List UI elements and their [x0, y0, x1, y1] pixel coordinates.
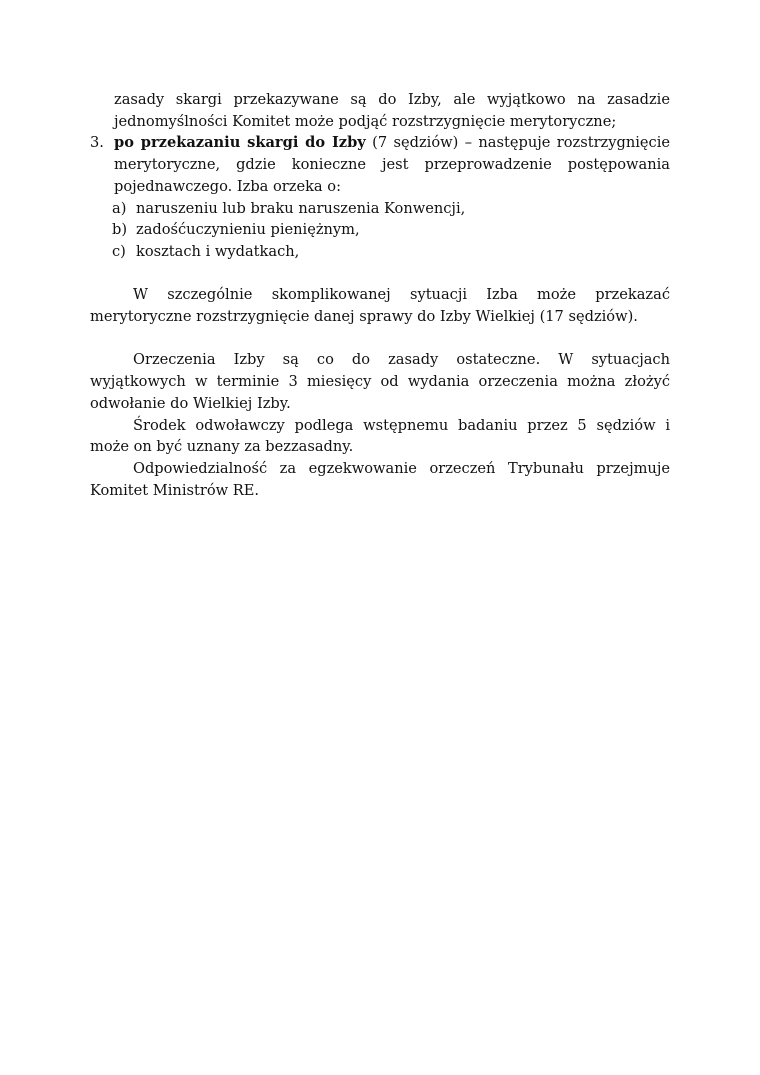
sub-list — [90, 198, 670, 263]
paragraph-appeal — [90, 415, 670, 458]
text-fragment: (7 sędziów) – następuje rozstrzygnięcie — [365, 134, 671, 152]
sub-list-text: naruszeniu lub braku naruszenia Konwencji, — [136, 199, 466, 217]
paragraph-grand-chamber — [90, 284, 670, 327]
text-line: wyjątkowych w terminie 3 miesięcy od wydania orzeczenia można złożyć — [90, 373, 670, 391]
text-line: Odpowiedzialność za egzekwowanie orzeczeń Trybunału przejmuje — [133, 459, 670, 477]
text-line: może on być uznany za bezzasadny. — [90, 438, 354, 456]
text-line: pojednawczego. Izba orzeka o: — [114, 177, 341, 195]
text-line — [114, 132, 670, 154]
text-line: odwołanie do Wielkiej Izby. — [90, 394, 291, 412]
paragraph-enforcement — [90, 458, 670, 501]
sub-list-marker: a) — [112, 199, 127, 217]
paragraph-final-judgments — [90, 349, 670, 414]
sub-list-text: zadośćuczynieniu pieniężnym, — [136, 221, 360, 239]
spacer — [90, 328, 670, 350]
sub-list-text: kosztach i wydatkach, — [136, 242, 300, 260]
sub-list-item — [90, 219, 670, 241]
text-line: zasady skargi przekazywane są do Izby, ale wyjątkowo na zasadzie — [114, 91, 670, 108]
sub-list-marker: c) — [112, 242, 126, 260]
list-number: 3. — [90, 134, 104, 152]
bold-lead: po przekazaniu skargi do Izby — [114, 134, 366, 152]
list-item-3 — [90, 132, 670, 197]
text-line: Środek odwoławczy podlega wstępnemu badaniu przez 5 sędziów i — [133, 416, 670, 434]
text-line: jednomyślności Komitet może podjąć rozstrzygnięcie merytoryczne; — [114, 112, 617, 130]
list-continuation — [90, 89, 670, 132]
sub-list-item — [90, 241, 670, 263]
text-line: W szczególnie skomplikowanej sytuacji Izba może przekazać — [133, 286, 670, 304]
text-line: merytoryczne rozstrzygnięcie danej sprawy do Izby Wielkiej (17 sędziów). — [90, 308, 638, 326]
sub-list-marker: b) — [112, 221, 128, 239]
document-body — [90, 89, 670, 501]
sub-list-item — [90, 198, 670, 220]
text-line: merytoryczne, gdzie konieczne jest przeprowadzenie postępowania — [114, 156, 670, 174]
text-line: Orzeczenia Izby są co do zasady ostateczne. W sytuacjach — [133, 351, 670, 369]
spacer — [90, 263, 670, 285]
text-line: Komitet Ministrów RE. — [90, 481, 260, 499]
